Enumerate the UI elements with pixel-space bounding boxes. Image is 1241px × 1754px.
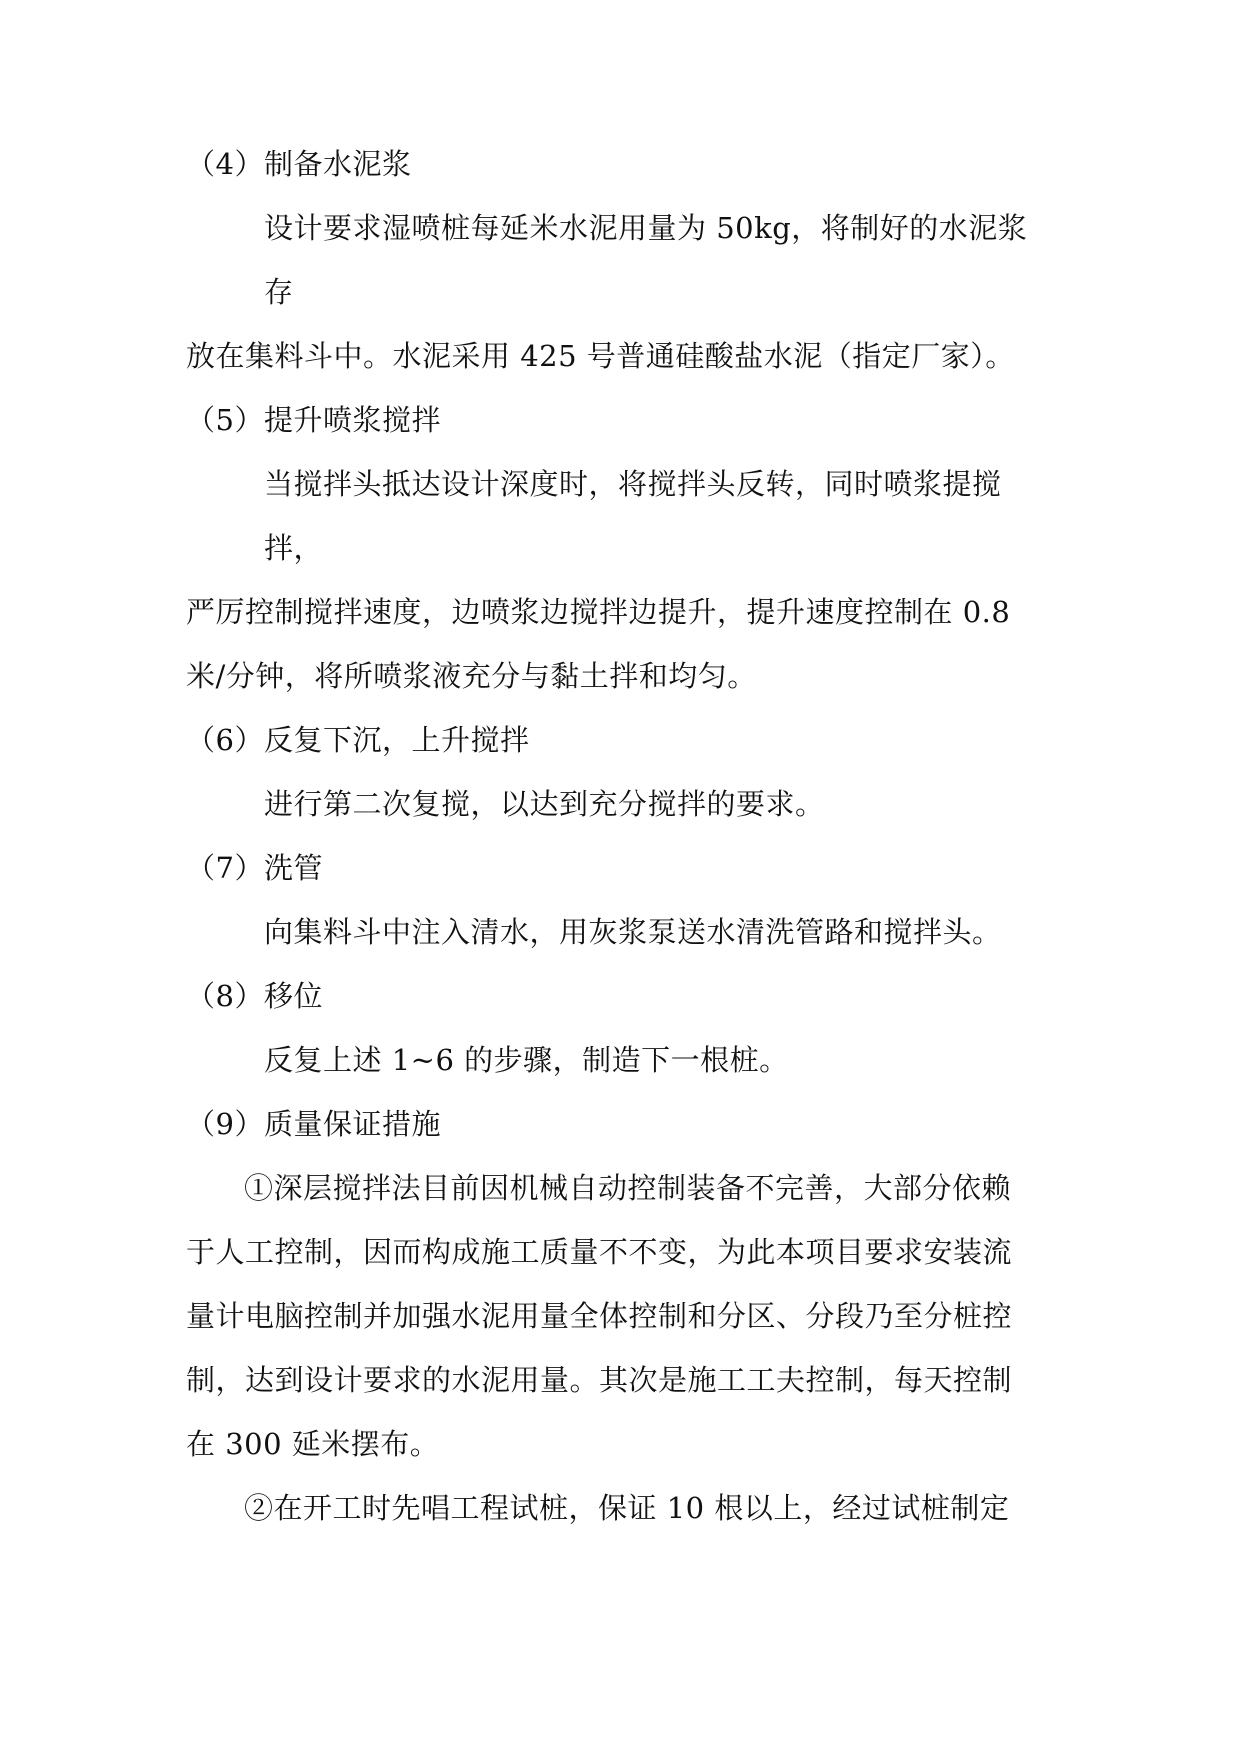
text-line: 设计要求湿喷桩每延米水泥用量为 50kg，将制好的水泥浆 [264, 211, 1028, 245]
text-line: 制，达到设计要求的水泥用量。其次是施工工夫控制，每天控制 [186, 1363, 1013, 1397]
text-line: 反复上述 1~6 的步骤，制造下一根桩。 [264, 1043, 789, 1077]
text-line: 于人工控制，因而构成施工质量不不变，为此本项目要求安装流 [186, 1235, 1013, 1269]
section-heading-5: （5）提升喷浆搅拌 [186, 403, 441, 437]
section-heading-6: （6）反复下沉，上升搅拌 [186, 723, 530, 757]
section-heading-9: （9）质量保证措施 [186, 1107, 441, 1141]
section-heading-8: （8）移位 [186, 979, 323, 1013]
text-line: 在 300 延米摆布。 [186, 1427, 440, 1461]
text-line: 向集料斗中注入清水，用灰浆泵送水清洗管路和搅拌头。 [264, 915, 1002, 949]
text-line: ②在开工时先唱工程试桩，保证 10 根以上，经过试桩制定 [244, 1491, 1010, 1525]
text-line: 当搅拌头抵达设计深度时，将搅拌头反转，同时喷浆提搅 [264, 467, 1002, 501]
text-line: 严厉控制搅拌速度，边喷浆边搅拌边提升，提升速度控制在 0.8 [186, 595, 1011, 629]
text-line: 存 [264, 275, 294, 309]
text-line: 放在集料斗中。水泥采用 425 号普通硅酸盐水泥（指定厂家）。 [186, 339, 1015, 373]
text-line: 量计电脑控制并加强水泥用量全体控制和分区、分段乃至分桩控 [186, 1299, 1013, 1333]
section-heading-4: （4）制备水泥浆 [186, 147, 412, 181]
text-line: 进行第二次复搅，以达到充分搅拌的要求。 [264, 787, 825, 821]
text-line: 米/分钟，将所喷浆液充分与黏土拌和均匀。 [186, 659, 757, 693]
section-heading-7: （7）洗管 [186, 851, 323, 885]
text-line: ①深层搅拌法目前因机械自动控制装备不完善，大部分依赖 [244, 1171, 1012, 1205]
text-line: 拌， [264, 531, 324, 565]
